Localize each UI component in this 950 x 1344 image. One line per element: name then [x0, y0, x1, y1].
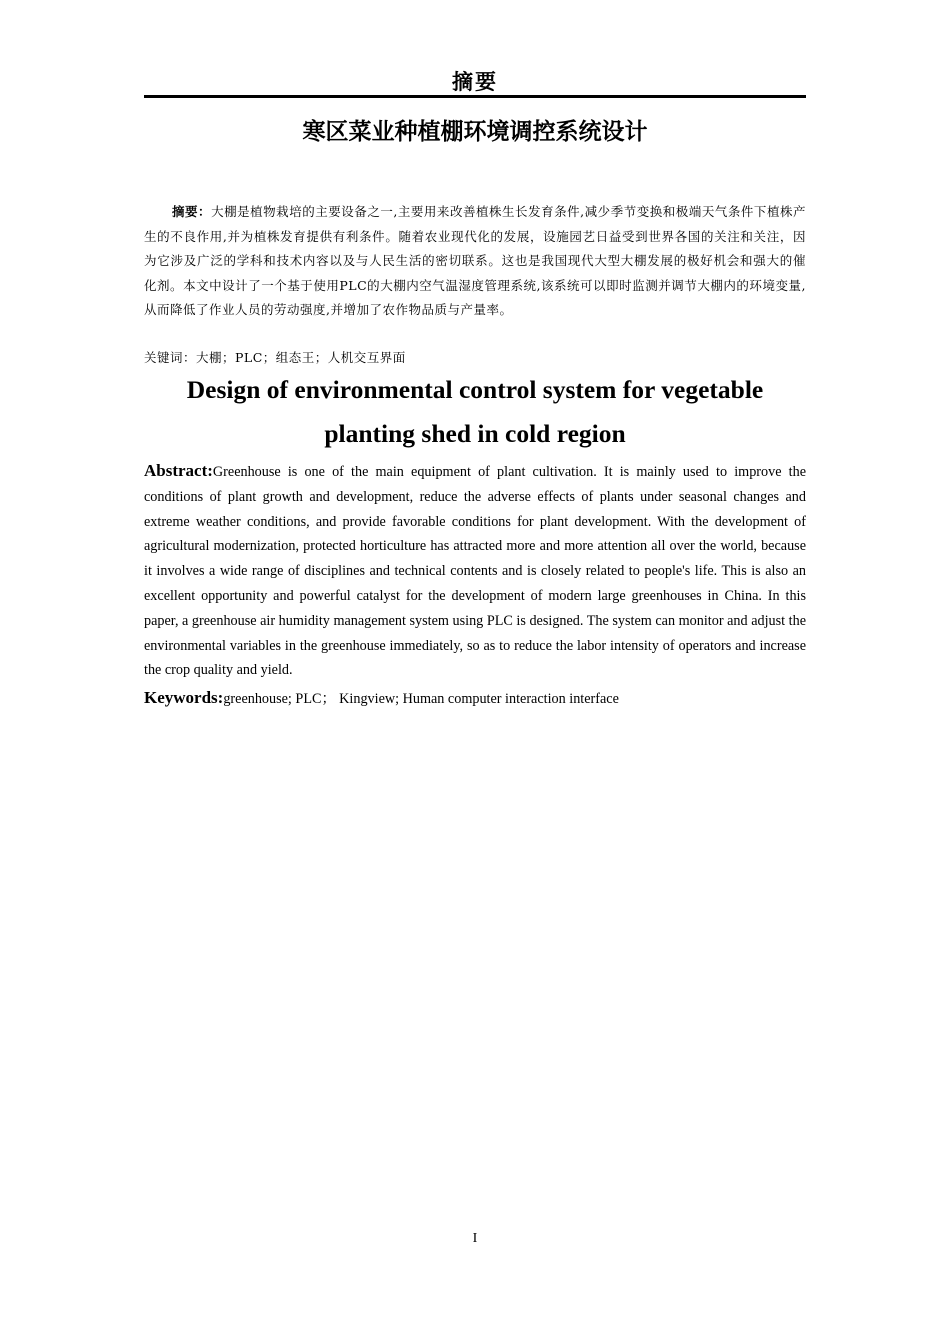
english-abstract-text: Greenhouse is one of the main equipment of plant cultivation. It is mainly used to improve the conditions of plant growth and development, reduce the adverse effects of plants under seasonal changes and extreme weather conditions, and provide favorable conditions for plant development. With the development of agricultural modernization, protected horticulture has attracted more and more attention all over the world, because it involves a wide range of disciplines and technical contents and is closely related to people's life. This is also an excellent opportunity and powerful catalyst for the development of modern large greenhouses in China. In this paper, a greenhouse air humidity management system using PLC is designed. The system can monitor and adjust the environmental variables in the greenhouse immediately, so as to reduce the labor intensity of operators and increase the crop quality and yield. [144, 464, 806, 679]
english-abstract [144, 459, 806, 683]
english-keywords-text: greenhouse; PLC； Kingview; Human computer interaction interface [223, 691, 619, 707]
chinese-title: 寒区菜业种植棚环境调控系统设计 [302, 119, 648, 145]
page-number: I [472, 1231, 478, 1246]
header-divider [144, 95, 806, 98]
chinese-keywords-text: 大棚；PLC；组态王；人机交互界面 [196, 350, 406, 365]
chinese-keywords [144, 346, 806, 370]
english-title: Design of environmental control system for vegetable planting shed in cold region [186, 375, 764, 448]
english-keywords [144, 685, 806, 712]
chinese-keywords-label: 关键词： [144, 350, 197, 365]
page-header-title: 摘要 [452, 70, 498, 94]
english-keywords-label: Keywords: [144, 688, 224, 707]
chinese-abstract-text: 大棚是植物栽培的主要设备之一,主要用来改善植株生长发育条件,减少季节变换和极端天气条件下植株产生的不良作用,并为植株发育提供有利条件。随着农业现代化的发展，设施园艺日益受到世界各国的关注和关注，因为它涉及广泛的学科和技术内容以及与人民生活的密切联系。这也是我国现代大型大棚发展的极好机会和强大的催化剂。本文中设计了一个基于使用PLC的大棚内空气温湿度管理系统,该系统可以即时监测并调节大棚内的环境变量,从而降低了作业人员的劳动强度,并增加了农作物品质与产量率。 [144, 204, 806, 317]
chinese-abstract [144, 200, 806, 323]
english-abstract-label: Abstract: [144, 461, 213, 480]
chinese-abstract-label: 摘要： [172, 204, 212, 219]
